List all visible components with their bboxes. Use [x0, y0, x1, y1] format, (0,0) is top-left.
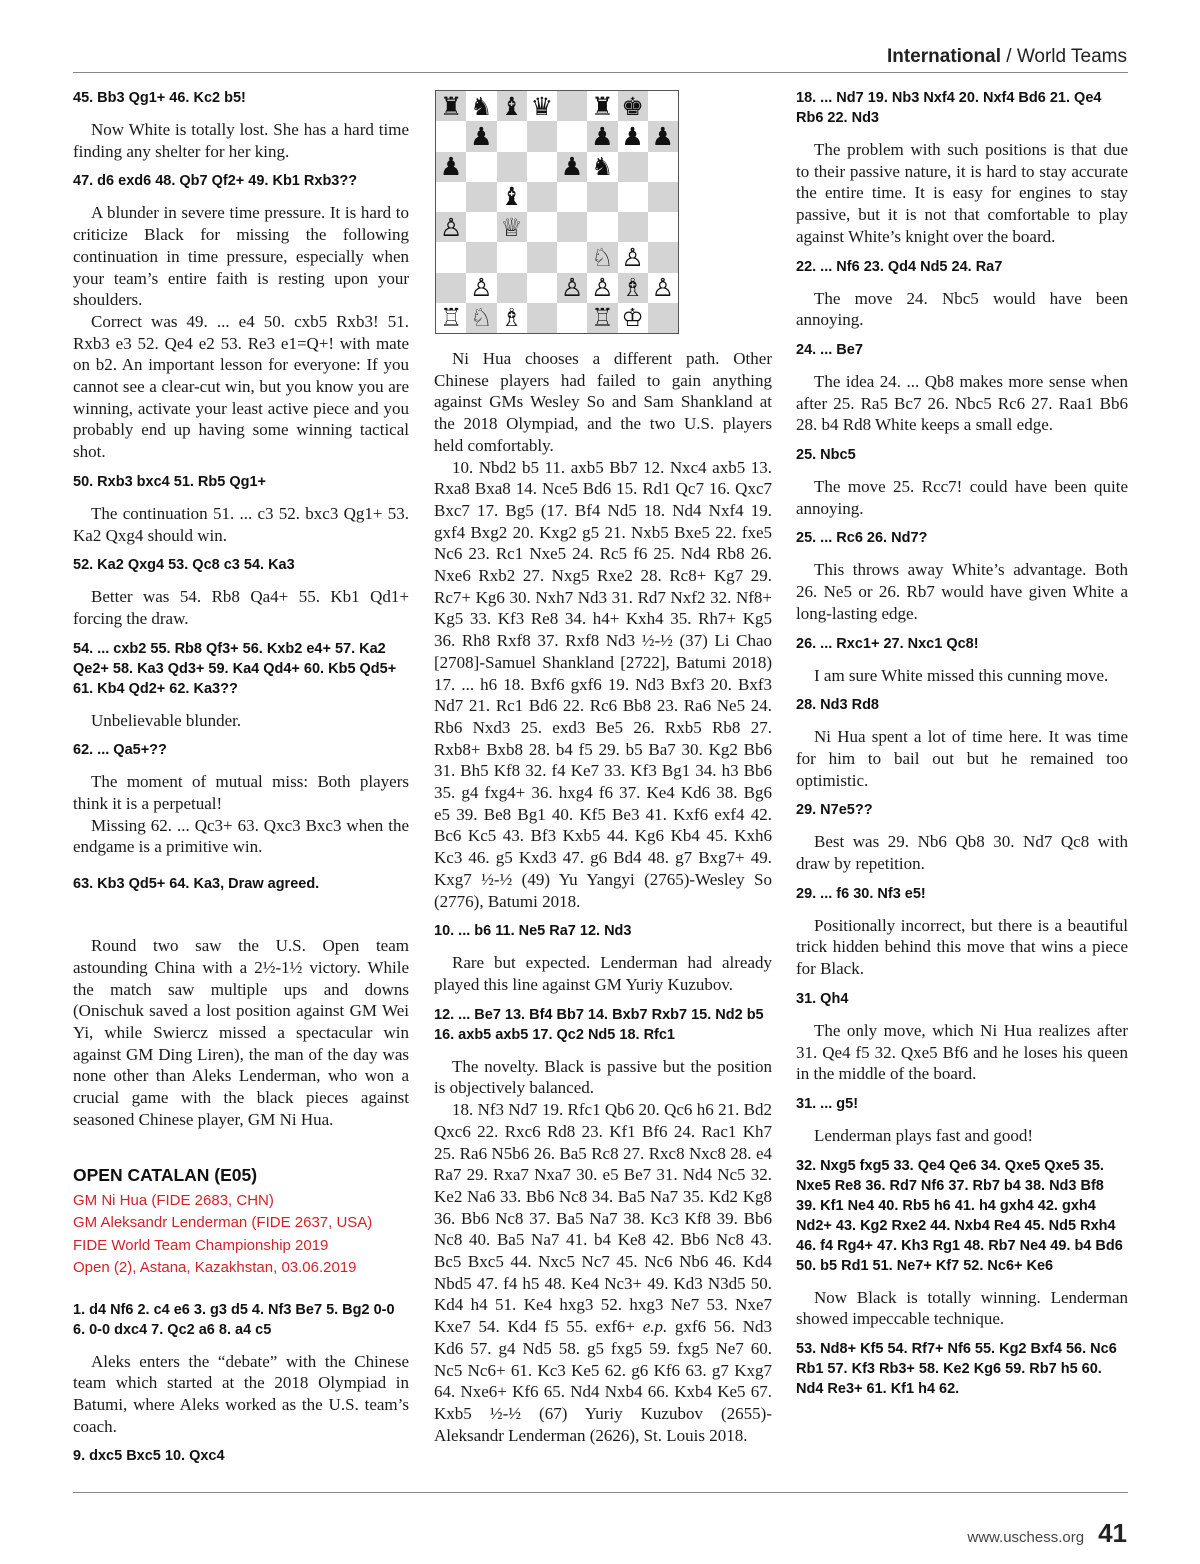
white-rook-icon: ♖ — [439, 303, 463, 333]
white-bishop-icon: ♗ — [621, 273, 644, 303]
black-pawn-icon: ♟ — [560, 152, 584, 182]
paragraph: Rare but expected. Lenderman had already played this line against GM Yuriy Kuzubov. — [434, 953, 772, 994]
paragraph: This throws away White’s advantage. Both 26. Ne5 or 26. Rb7 would have given White a long-lasting edge. — [796, 560, 1128, 623]
board-square — [587, 212, 617, 242]
board-square — [648, 212, 678, 242]
paragraph: Ni Hua spent a lot of time here. It was time for him to bail out but he remained too optimistic. — [796, 727, 1128, 790]
board-square — [557, 152, 587, 182]
move-line: 63. Kb3 Qd5+ 64. Ka3, Draw agreed. — [73, 876, 320, 893]
move-line: 31. ... g5! — [796, 1095, 859, 1112]
paragraph: A blunder in severe time pressure. It is hard to criticize Black for missing the following continuation in time pressure, especially when your team’s entire faith is resting upon your shoulders. — [73, 203, 409, 310]
board-square — [618, 152, 648, 182]
black-pawn-icon: ♟ — [470, 121, 493, 151]
paragraph-round-two: Round two saw the U.S. Open team astounding China with a 2½-1½ victory. While the match saw multiple ups and downs (Onischuk saved a lost position against GM Wei Yi, while Swiercz missed a spectacular win against GM Ding Liren), the man of the day was none other than Aleks Lenderman, who won a crucial game with the black pieces against seasoned Chinese player, GM Ni Hua. — [73, 936, 409, 1129]
move-line: 29. N7e5?? — [796, 802, 873, 819]
white-knight-icon: ♘ — [470, 303, 493, 333]
column-3 — [796, 88, 1128, 1410]
move-line: 45. Bb3 Qg1+ 46. Kc2 b5! — [73, 90, 246, 106]
black-pawn-icon: ♟ — [439, 152, 463, 182]
board-square — [466, 121, 496, 151]
board-square — [466, 273, 496, 303]
board-square — [618, 182, 648, 212]
board-square — [527, 182, 557, 212]
paragraph: Better was 54. Rb8 Qa4+ 55. Kb1 Qd1+ forcing the draw. — [73, 587, 409, 628]
paragraph: Ni Hua chooses a different path. Other Chinese players had failed to gain anything against GMs Wesley So and Sam Shankland at the 2018 Olympiad, and the two U.S. players held comfortably. — [434, 349, 772, 455]
black-queen-icon: ♛ — [530, 91, 554, 121]
footer-url: www.uschess.org — [967, 1529, 1085, 1546]
board-square — [618, 91, 648, 121]
board-square — [497, 152, 527, 182]
board-square — [497, 182, 527, 212]
white-pawn-icon: ♙ — [651, 273, 675, 303]
paragraph: Aleks enters the “debate” with the Chinese team which started at the 2018 Olympiad in Batumi, where Aleks worked as the U.S. team’s coach. — [73, 1351, 409, 1436]
white-bishop-icon: ♗ — [500, 303, 523, 333]
white-pawn-icon: ♙ — [621, 242, 644, 272]
board-square — [497, 121, 527, 151]
board-square — [648, 121, 678, 151]
section-title: International — [886, 46, 1001, 67]
black-pawn-icon: ♟ — [651, 121, 675, 151]
move-line: 62. ... Qa5+?? — [73, 742, 167, 759]
board-square — [527, 212, 557, 242]
board-square — [466, 152, 496, 182]
paragraph: Missing 62. ... Qc3+ 63. Qxc3 Bxc3 when the endgame is a primitive win. — [73, 815, 409, 857]
board-square — [497, 273, 527, 303]
board-square — [436, 91, 466, 121]
board-square — [557, 303, 587, 333]
page-header — [887, 46, 1127, 68]
board-square — [587, 121, 617, 151]
paragraph: The move 25. Rcc7! could have been quite annoying. — [796, 477, 1128, 518]
paragraph-game-notes — [434, 457, 772, 913]
white-pawn-icon: ♙ — [591, 273, 614, 303]
move-line: 1. d4 Nf6 2. c4 e6 3. g3 d5 4. Nf3 Be7 5. Bg2 0-0 6. 0-0 dxc4 7. Qc2 a6 8. a4 c5 — [73, 1301, 395, 1338]
paragraph: Now White is totally lost. She has a hard time finding any shelter for her king. — [73, 120, 409, 161]
board-square — [527, 242, 557, 272]
game-site-date: Open (2), Astana, Kazakhstan, 03.06.2019 — [73, 1259, 357, 1276]
notes-text: gxf6 56. Nd3 Kd6 57. g4 Nd5 58. g5 fxg5 59. fxg5 Ne7 60. Nc5 Nc6+ 61. Kc3 Ke5 62. g6 Kf6 63. g7 Kxg7 64. Nxe6+ Kf6 65. Nd4 Nxb4 66. Kxb4 Ke5 67. Kxb5 ½-½ (67) Yuriy Kuzubov (2655)-Aleksandr Lenderman (2626), St. Louis 2018. — [434, 1317, 772, 1445]
black-knight-icon: ♞ — [591, 152, 614, 182]
move-line: 25. Nbc5 — [796, 447, 856, 464]
spacer — [73, 905, 409, 935]
column-1 — [73, 88, 409, 1477]
black-rook-icon: ♜ — [439, 91, 463, 121]
black-pawn-icon: ♟ — [621, 121, 644, 151]
move-line: 54. ... cxb2 55. Rb8 Qf3+ 56. Kxb2 e4+ 57. Ka2 Qe2+ 58. Ka3 Qd3+ 59. Ka4 Qd4+ 60. Kb5 Qd5+ 61. Kb4 Qd2+ 62. Ka3?? — [73, 640, 397, 697]
board-square — [527, 303, 557, 333]
paragraph: Unbelievable blunder. — [91, 710, 242, 730]
move-line: 25. ... Rc6 26. Nd7? — [796, 530, 928, 547]
move-line: 24. ... Be7 — [796, 341, 863, 358]
board-square — [466, 242, 496, 272]
board-square — [466, 212, 496, 242]
paragraph: The problem with such positions is that due to their passive nature, it is hard to stay accurate the entire time. It is easy for engines to stay passive, but it is not that comfortable to play against White’s knight over the board. — [796, 140, 1128, 246]
board-square — [557, 121, 587, 151]
board-square — [557, 182, 587, 212]
board-square — [587, 242, 617, 272]
move-line: 32. Nxg5 fxg5 33. Qe4 Qe6 34. Qxe5 Qxe5 35. Nxe5 Re8 36. Rd7 Nf6 37. Rb7 b4 38. Nd3 Bf8 39. Kf1 Ne4 40. Rb5 h6 41. h4 gxh4 42. gxh4 Nd2+ 43. Kg2 Rxe2 44. Nxb4 Re4 45. Nd5 Rxh4 46. f4 Rg4+ 47. Kh3 Rg1 48. Rb7 Ne4 49. b4 Bd6 50. b5 Rd1 51. Ne7+ Kf7 52. Nc6+ Ke6 — [796, 1157, 1123, 1274]
notes-text: 10. Nbd2 b5 11. axb5 Bb7 12. Nxc4 axb5 13. Rxa8 Bxa8 14. Nce5 Bd6 15. Rd1 Qc7 16. Qxc7 Bxc7 17. Bg5 (17. Bf4 Nd5 18. Nd4 Nxf4 19. gxf4 Bxg2 20. Kxg2 g5 21. Nxb5 Bxe5 22. fxe5 Nc6 23. Rc1 Nxe5 24. Rc5 f6 25. Nd4 Rb8 26. Nxe6 Rxb2 27. Nxg5 Rxe2 28. Rc8+ Kg7 29. Rc7+ Kg6 30. Nxh7 Nd3 31. Rd7 Nxf2 32. Nf8+ Kg5 33. Kf3 Re8 34. h4+ Kxh4 35. Rh7+ Kg5 36. Rh8 Rxf8 37. Rxf8 Nd3 ½-½ (37) Li Chao [2708]-Samuel Shankland [2722], Batumi 2018) 17. ... h6 18. Bxf6 gxf6 19. Nd3 Bxf3 20. Bxf3 Nd7 21. Rc1 Bd6 22. Rc6 Bb8 23. Ra6 Ne5 24. Rb6 Nxd3 25. exd3 Be5 26. Rxb5 Rb8 27. Rxb8+ Bxb8 28. b4 f5 29. b5 Ba7 30. Kg2 Bb6 31. Bh5 Kf8 32. f4 Ke7 33. Kf3 Bg1 34. h3 Bb6 35. g4 fxg4+ 36. hxg4 f6 37. Ke4 Kd6 38. Bg6 e5 39. Be8 Bg1 40. Kf5 Be3 41. Kxf6 exf4 42. Bc6 Kc5 43. Bf3 Kxb5 44. Kg6 Kb4 45. Kxh6 Kc3 46. g5 Kxd3 47. g6 Bd4 48. g7 Bxg7+ 49. Kxg7 ½-½ (49) Yu Yangyi (2765)-Wesley So (2776), Batumi 2018. — [434, 457, 772, 911]
game-white-player: GM Ni Hua (FIDE 2683, CHN) — [73, 1191, 274, 1209]
board-square — [466, 182, 496, 212]
page-footer — [967, 1518, 1127, 1549]
board-square — [466, 91, 496, 121]
move-line: 22. ... Nf6 23. Qd4 Nd5 24. Ra7 — [796, 258, 1003, 275]
board-square — [648, 242, 678, 272]
white-king-icon: ♔ — [621, 303, 644, 333]
paragraph: The moment of mutual miss: Both players think it is a perpetual! — [73, 772, 409, 814]
board-square — [527, 91, 557, 121]
paragraph: The continuation 51. ... c3 52. bxc3 Qg1+ 53. Ka2 Qxg4 should win. — [73, 503, 409, 545]
notes-text: 18. Nf3 Nd7 19. Rfc1 Qb6 20. Qc6 h6 21. Bd2 Qxc6 22. Rxc6 Rd8 23. Kf1 Bf6 24. Rac1 Kh7 25. Ra6 N5b6 26. Ba5 Rc8 27. Rxc8 Nxc8 28. e4 Ra7 29. Rxa7 Nxa7 30. e5 Be7 31. Nd4 Nc5 32. Ke2 Na6 33. Bb6 Nc8 34. Ba5 Na7 35. Kd2 Kg8 36. Bb6 Nc8 37. Ba5 Na7 38. Kc3 Kf8 39. Bb6 Nc8 40. Ba5 Na7 41. b4 Ke8 42. Bb6 Nc8 43. Bc5 Bxc5 44. Nxc5 Nc7 45. Nc6 Nb6 46. Kd4 Nbd5 47. f4 h5 48. Ke4 Nc3+ 49. Kd3 N3d5 50. Kd4 h4 51. Ke4 hxg3 52. hxg3 Ne7 53. Nxe7 Kxe7 54. Kd4 f5 55. exf6+ — [434, 1100, 772, 1337]
move-line: 10. ... b6 11. Ne5 Ra7 12. Nd3 — [434, 923, 632, 940]
board-square — [557, 91, 587, 121]
board-square — [648, 273, 678, 303]
board-square — [648, 303, 678, 333]
black-bishop-icon: ♝ — [500, 91, 523, 121]
column-2 — [434, 88, 772, 1455]
move-line: 26. ... Rxc1+ 27. Nxc1 Qc8! — [796, 635, 979, 652]
board-square — [648, 91, 678, 121]
move-line: 50. Rxb3 bxc4 51. Rb5 Qg1+ — [73, 473, 267, 490]
board-square — [557, 273, 587, 303]
paragraph: Now Black is totally winning. Lenderman showed impeccable technique. — [796, 1287, 1128, 1329]
board-square — [618, 273, 648, 303]
white-queen-icon: ♕ — [500, 212, 523, 242]
board-square — [497, 91, 527, 121]
footer-rule — [73, 1492, 1128, 1493]
board-square — [618, 212, 648, 242]
board-square — [648, 182, 678, 212]
black-pawn-icon: ♟ — [591, 121, 614, 151]
board-square — [618, 121, 648, 151]
board-square — [587, 273, 617, 303]
game-black-player: GM Aleksandr Lenderman (FIDE 2637, USA) — [73, 1214, 373, 1231]
move-line: 47. d6 exd6 48. Qb7 Qf2+ 49. Kb1 Rxb3?? — [73, 173, 358, 190]
board-square — [648, 152, 678, 182]
white-knight-icon: ♘ — [591, 242, 614, 272]
black-knight-icon: ♞ — [470, 91, 493, 121]
paragraph: The only move, which Ni Hua realizes after 31. Qe4 f5 32. Qxe5 Bf6 and he loses his queen in the middle of the board. — [796, 1020, 1128, 1084]
white-rook-icon: ♖ — [591, 303, 614, 333]
board-square — [497, 212, 527, 242]
white-pawn-icon: ♙ — [560, 273, 584, 303]
board-square — [436, 152, 466, 182]
header-sep: / — [1000, 46, 1017, 67]
board-square — [527, 121, 557, 151]
board-square — [436, 242, 466, 272]
game-event: FIDE World Team Championship 2019 — [73, 1236, 329, 1254]
move-line: 18. ... Nd7 19. Nb3 Nxf4 20. Nxf4 Bd6 21. Qe4 Rb6 22. Nd3 — [796, 90, 1102, 126]
board-square — [527, 273, 557, 303]
notes-ep: e.p. — [642, 1317, 668, 1337]
move-line: 9. dxc5 Bxc5 10. Qxc4 — [73, 1448, 225, 1465]
move-line: 52. Ka2 Qxg4 53. Qc8 c3 54. Ka3 — [73, 557, 295, 574]
paragraph: The idea 24. ... Qb8 makes more sense when after 25. Ra5 Bc7 26. Nbc5 Rc6 27. Raa1 Bb6 28. b4 Rd8 White keeps a small edge. — [796, 371, 1128, 435]
move-line: 53. Nd8+ Kf5 54. Rf7+ Nf6 55. Kg2 Bxf4 56. Nc6 Rb1 57. Kf3 Rb3+ 58. Ke2 Kg6 59. Rb7 h5 60. Nd4 Re3+ 61. Kf1 h4 62. — [796, 1341, 1117, 1398]
board-square — [587, 303, 617, 333]
board-square — [618, 242, 648, 272]
board-square — [587, 91, 617, 121]
paragraph: The novelty. Black is passive but the position is objectively balanced. — [434, 1056, 772, 1098]
paragraph: Best was 29. Nb6 Qb8 30. Nd7 Qc8 with draw by repetition. — [796, 832, 1128, 874]
paragraph: Lenderman plays fast and good! — [814, 1125, 1034, 1145]
board-square — [557, 212, 587, 242]
board-square — [497, 303, 527, 333]
black-rook-icon: ♜ — [591, 91, 614, 121]
move-line: 29. ... f6 30. Nf3 e5! — [796, 885, 926, 902]
board-square — [587, 182, 617, 212]
paragraph-game-notes-2 — [434, 1099, 772, 1446]
game-heading: OPEN CATALAN (E05) — [73, 1164, 258, 1185]
white-pawn-icon: ♙ — [470, 273, 493, 303]
paragraph: I am sure White missed this cunning move. — [814, 665, 1109, 685]
board-square — [557, 242, 587, 272]
section-subtitle: World Teams — [1016, 46, 1127, 67]
board-square — [436, 212, 466, 242]
paragraph: The move 24. Nbc5 would have been annoying. — [796, 288, 1128, 330]
move-line: 12. ... Be7 13. Bf4 Bb7 14. Bxb7 Rxb7 15. Nd2 b5 16. axb5 axb5 17. Qc2 Nd5 18. Rfc1 — [434, 1006, 764, 1043]
paragraph: Correct was 49. ... e4 50. cxb5 Rxb3! 51. Rxb3 e3 52. Qe4 e2 53. Re3 e1=Q+! with mate on b2. An important lesson for everyone: If you cannot see a clear-cut win, but you know you are winning, activate your least active piece and you probably end up having some winning tactical shot. — [73, 311, 409, 462]
move-line: 28. Nd3 Rd8 — [796, 697, 879, 714]
board-square — [527, 152, 557, 182]
board-square — [436, 273, 466, 303]
board-square — [466, 303, 496, 333]
white-pawn-icon: ♙ — [439, 212, 463, 242]
black-king-icon: ♚ — [621, 91, 644, 121]
header-rule — [73, 72, 1128, 73]
paragraph: Positionally incorrect, but there is a beautiful trick hidden behind this move that wins a piece for Black. — [796, 915, 1128, 979]
board-square — [618, 303, 648, 333]
page-number: 41 — [1098, 1518, 1127, 1548]
black-bishop-icon: ♝ — [500, 182, 523, 212]
board-square — [436, 121, 466, 151]
board-square — [587, 152, 617, 182]
board-square — [436, 303, 466, 333]
board-square — [497, 242, 527, 272]
chess-board — [435, 90, 679, 334]
move-line: 31. Qh4 — [796, 990, 849, 1007]
board-square — [436, 182, 466, 212]
